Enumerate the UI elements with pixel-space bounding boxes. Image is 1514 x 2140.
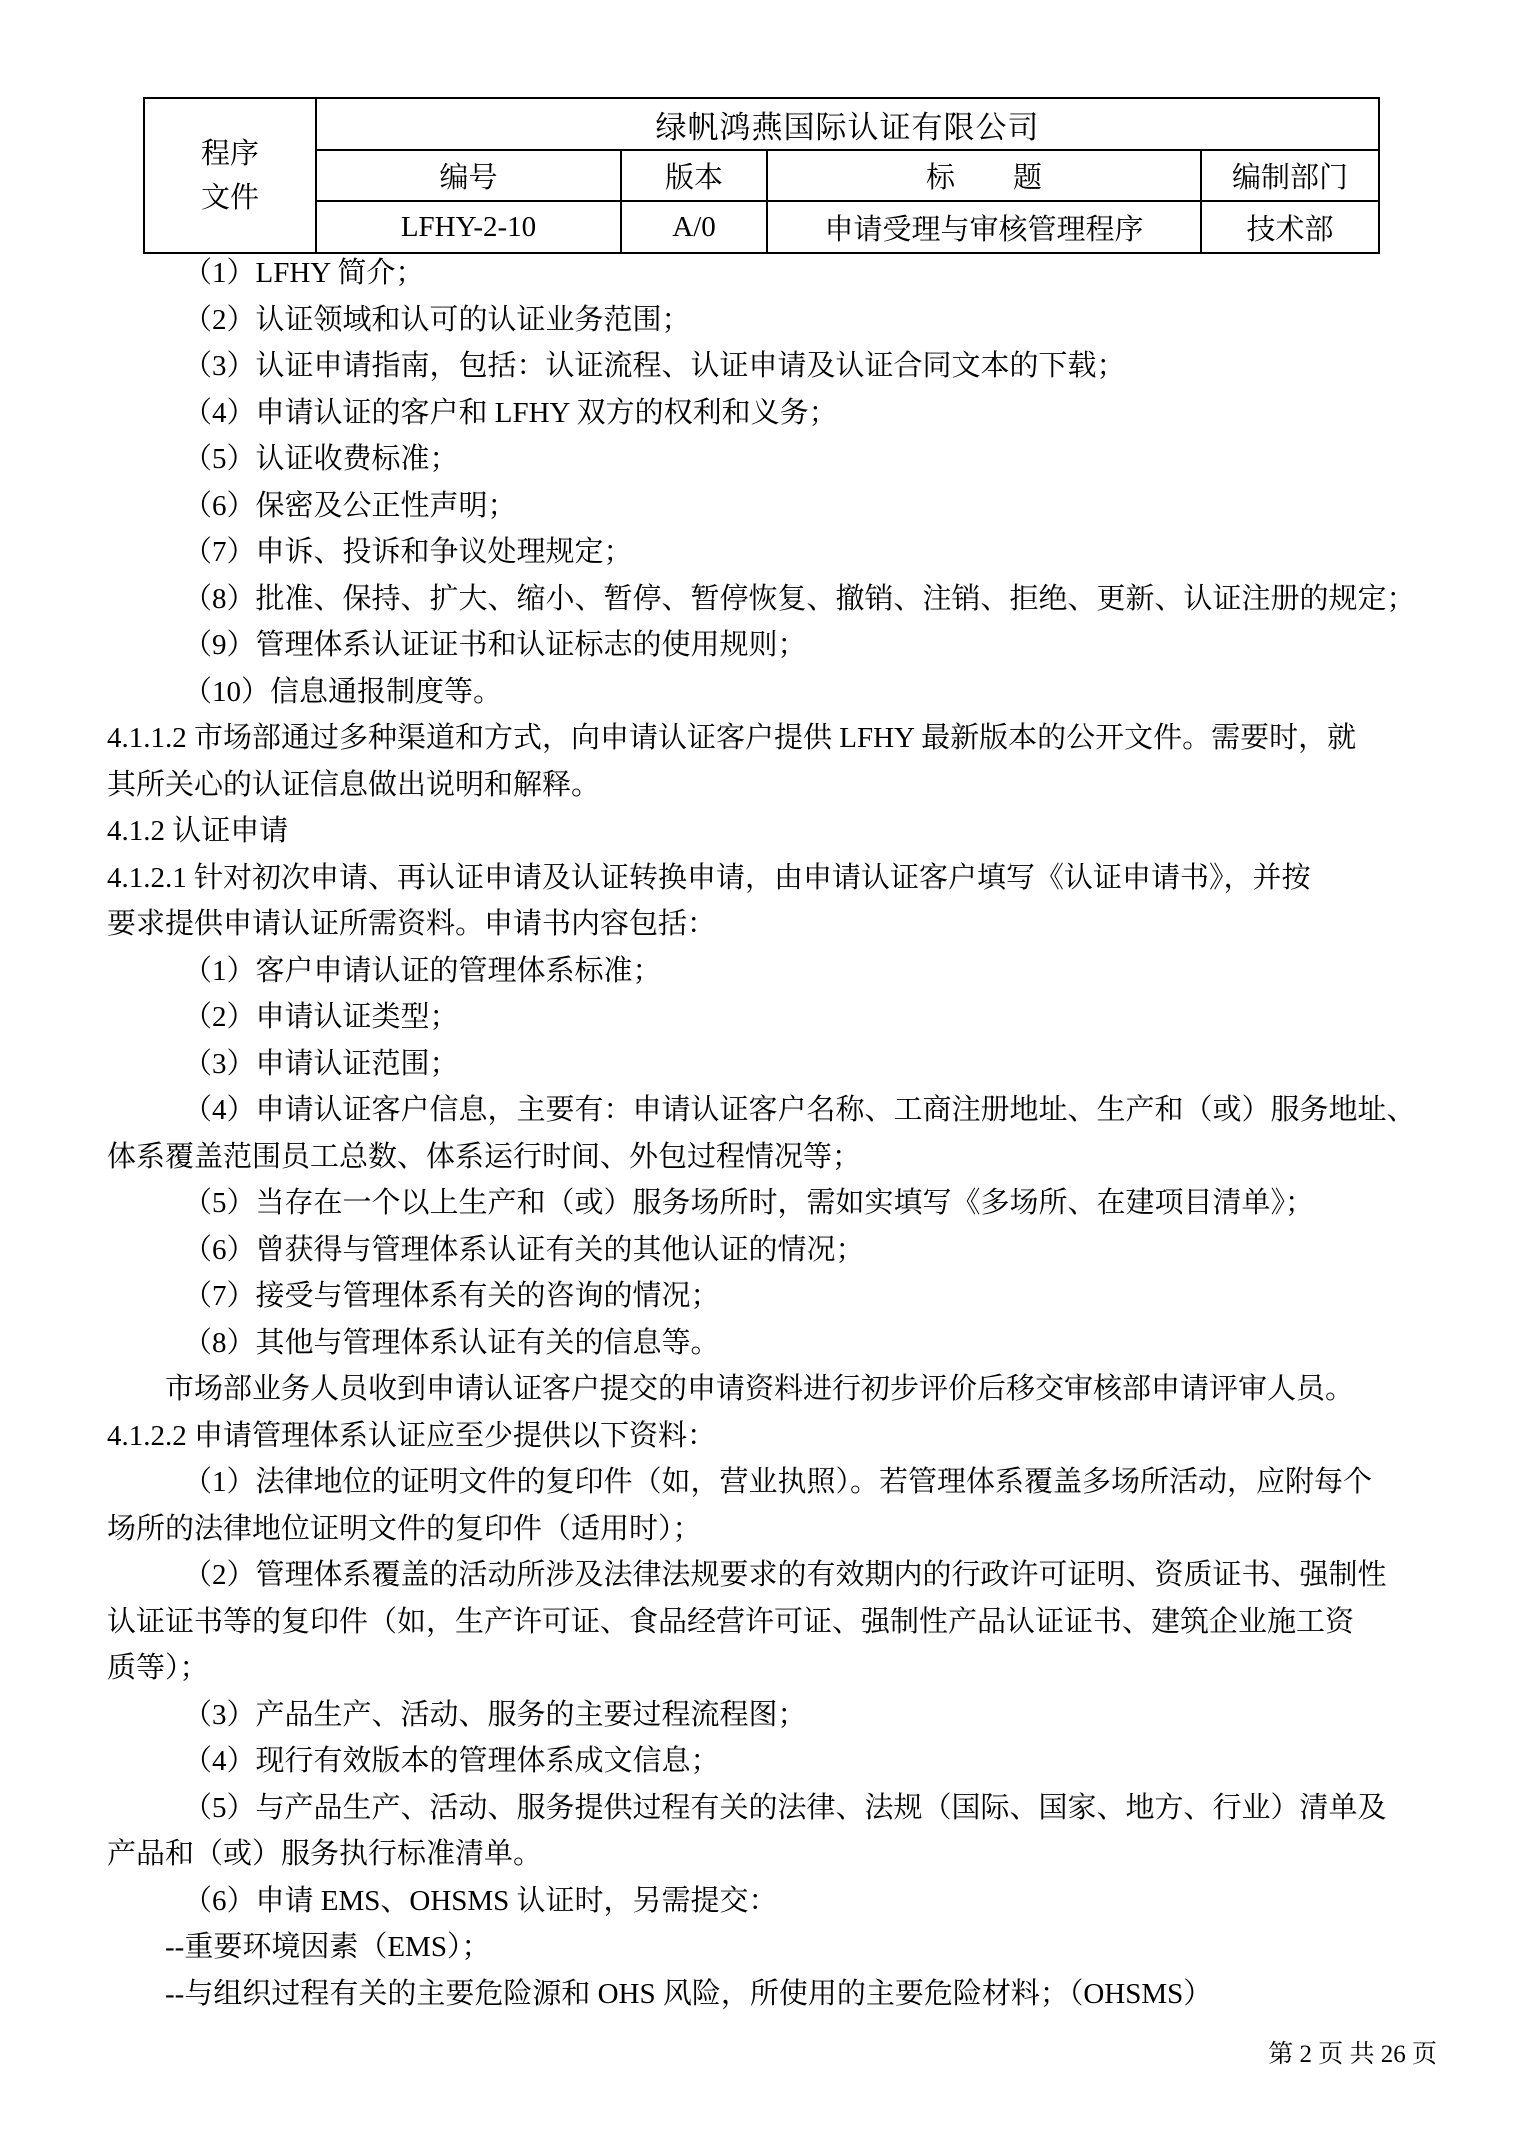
clause-4122: 4.1.2.2 申请管理体系认证应至少提供以下资料： bbox=[107, 1419, 717, 1452]
title-value: 申请受理与审核管理程序 bbox=[767, 201, 1201, 253]
text-line: 体系覆盖范围员工总数、体系运行时间、外包过程情况等； bbox=[107, 1140, 862, 1173]
clause-4121: 4.1.2.1 针对初次申请、再认证申请及认证转换申请，由申请认证客户填写《认证申请书》，并按 bbox=[107, 861, 1311, 894]
list-item: （5）与产品生产、活动、服务提供过程有关的法律、法规（国际、国家、地方、行业）清单及 bbox=[183, 1791, 1387, 1824]
dept-label: 编制部门 bbox=[1201, 150, 1379, 201]
code-value: LFHY-2-10 bbox=[316, 201, 621, 253]
text-line: 质等）； bbox=[107, 1652, 209, 1684]
version-label: 版本 bbox=[621, 150, 767, 201]
text-line: 产品和（或）服务执行标准清单。 bbox=[107, 1838, 543, 1870]
list-item: （8）其他与管理体系认证有关的信息等。 bbox=[183, 1326, 720, 1359]
list-item: （7）接受与管理体系有关的咨询的情况； bbox=[183, 1280, 720, 1312]
list-item: （5）认证收费标准； bbox=[183, 443, 459, 475]
dept-value: 技术部 bbox=[1201, 201, 1379, 253]
version-value: A/0 bbox=[621, 201, 767, 253]
list-item: （2）申请认证类型； bbox=[183, 1001, 459, 1033]
list-item: （2）管理体系覆盖的活动所涉及法律法规要求的有效期内的行政许可证明、资质证书、强制性 bbox=[183, 1559, 1387, 1591]
dash-item: --重要环境因素（EMS）； bbox=[165, 1931, 491, 1963]
text-line: 场所的法律地位证明文件的复印件（适用时）； bbox=[107, 1512, 702, 1545]
text-line: 市场部业务人员收到申请认证客户提交的申请资料进行初步评价后移交审核部申请评审人员。 bbox=[165, 1373, 1355, 1405]
title-label: 标 题 bbox=[767, 150, 1201, 201]
page-number: 第 2 页 共 26 页 bbox=[1268, 2041, 1437, 2068]
list-item: （6）曾获得与管理体系认证有关的其他认证的情况； bbox=[183, 1233, 865, 1266]
text-line: 要求提供申请认证所需资料。申请书内容包括： bbox=[107, 908, 717, 940]
list-item: （7）申诉、投诉和争议处理规定； bbox=[183, 536, 633, 568]
header-table bbox=[143, 97, 1380, 254]
list-item: （3）申请认证范围； bbox=[183, 1047, 459, 1080]
list-item: （2）认证领域和认可的认证业务范围； bbox=[183, 303, 691, 336]
code-label: 编号 bbox=[316, 150, 621, 201]
text-line: 认证证书等的复印件（如，生产许可证、食品经营许可证、强制性产品认证证书、建筑企业施工资 bbox=[107, 1605, 1355, 1638]
list-item: （6）保密及公正性声明； bbox=[183, 489, 517, 522]
list-item: （9）管理体系认证证书和认证标志的使用规则； bbox=[183, 629, 807, 661]
text-line: 其所关心的认证信息做出说明和解释。 bbox=[107, 768, 601, 801]
list-item: （3）产品生产、活动、服务的主要过程流程图； bbox=[183, 1698, 807, 1731]
doc-type-cell bbox=[144, 98, 316, 253]
clause-4112: 4.1.1.2 市场部通过多种渠道和方式，向申请认证客户提供 LFHY 最新版本的公开文件。需要时，就 bbox=[107, 722, 1357, 754]
company-name: 绿帆鸿燕国际认证有限公司 bbox=[316, 98, 1379, 150]
list-item: （4）现行有效版本的管理体系成文信息； bbox=[183, 1745, 720, 1777]
dash-item: --与组织过程有关的主要危险源和 OHS 风险，所使用的主要危险材料；（OHSMS） bbox=[165, 1977, 1213, 2010]
list-item: （1）LFHY 简介； bbox=[183, 257, 425, 289]
document-body bbox=[107, 250, 1447, 2017]
list-item: （1）法律地位的证明文件的复印件（如，营业执照）。若管理体系覆盖多场所活动，应附每个 bbox=[183, 1466, 1373, 1498]
list-item: （5）当存在一个以上生产和（或）服务场所时，需如实填写《多场所、在建项目清单》； bbox=[183, 1187, 1315, 1219]
doc-type-line1: 程序 bbox=[200, 137, 259, 170]
list-item: （4）申请认证的客户和 LFHY 双方的权利和义务； bbox=[183, 396, 838, 429]
list-item: （4）申请认证客户信息，主要有：申请认证客户名称、工商注册地址、生产和（或）服务地址、 bbox=[183, 1094, 1416, 1126]
list-item: （1）客户申请认证的管理体系标准； bbox=[183, 954, 662, 987]
list-item: （3）认证申请指南，包括：认证流程、认证申请及认证合同文本的下载； bbox=[183, 350, 1126, 382]
doc-type-line2: 文件 bbox=[200, 181, 259, 214]
clause-412: 4.1.2 认证申请 bbox=[107, 815, 289, 847]
list-item: （6）申请 EMS、OHSMS 认证时，另需提交： bbox=[183, 1884, 778, 1917]
list-item: （8）批准、保持、扩大、缩小、暂停、暂停恢复、撤销、注销、拒绝、更新、认证注册的规定； bbox=[183, 582, 1416, 615]
list-item: （10）信息通报制度等。 bbox=[183, 675, 503, 708]
